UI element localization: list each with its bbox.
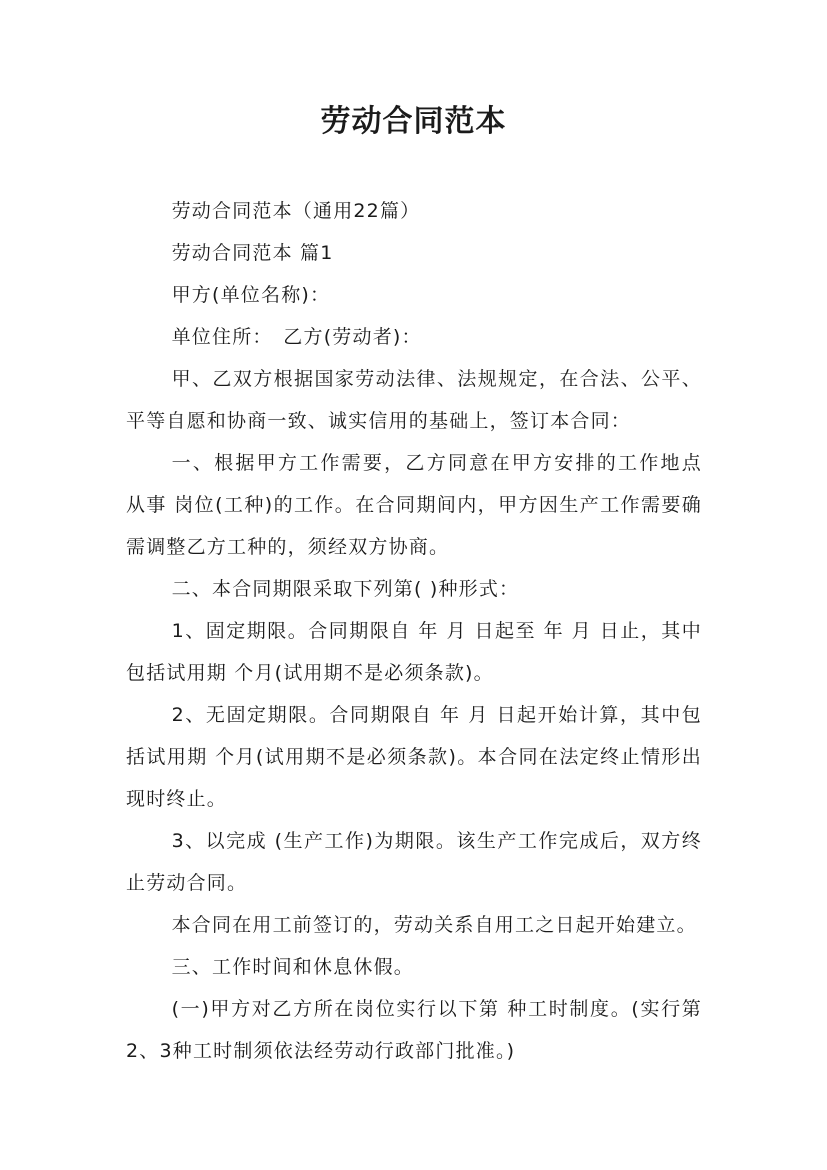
paragraph-heading-part1: 劳动合同范本 篇1 <box>171 242 334 264</box>
paragraph-task-term: 3、以完成 (生产工作)为期限。该生产工作完成后，双方终止劳动合同。 <box>126 830 702 894</box>
paragraph-clause-3: 三、工作时间和休息休假。 <box>171 956 414 978</box>
paragraph-clause-2: 二、本合同期限采取下列第( )种形式： <box>171 578 520 600</box>
document-title: 劳动合同范本 <box>320 104 507 139</box>
paragraph-address-party-b: 单位住所： 乙方(劳动者)： <box>171 326 422 348</box>
paragraph-party-a: 甲方(单位名称)： <box>171 284 331 306</box>
paragraph-preamble: 甲、乙双方根据国家劳动法律、法规规定，在合法、公平、平等自愿和协商一致、诚实信用的基础上，签订本合同： <box>126 368 702 432</box>
paragraph-clause-1: 一、根据甲方工作需要，乙方同意在甲方安排的工作地点 从事 岗位(工种)的工作。在合同期间内，甲方因生产工作需要确需调整乙方工种的，须经双方协商。 <box>126 452 710 558</box>
paragraph-fixed-term: 1、固定期限。合同期限自 年 月 日起至 年 月 日止，其中包括试用期 个月(试用期不是必须条款)。 <box>126 620 702 684</box>
paragraph-heading-general: 劳动合同范本（通用22篇） <box>171 200 421 222</box>
paragraph-open-term: 2、无固定期限。合同期限自 年 月 日起开始计算，其中包括试用期 个月(试用期不是必须条款)。本合同在法定终止情形出现时终止。 <box>126 704 702 810</box>
document-body <box>126 190 710 1072</box>
paragraph-employment-start: 本合同在用工前签订的，劳动关系自用工之日起开始建立。 <box>171 914 697 936</box>
paragraph-working-hours: (一)甲方对乙方所在岗位实行以下第 种工时制度。(实行第2、3种工时制须依法经劳动行政部门批准。) <box>126 998 702 1062</box>
